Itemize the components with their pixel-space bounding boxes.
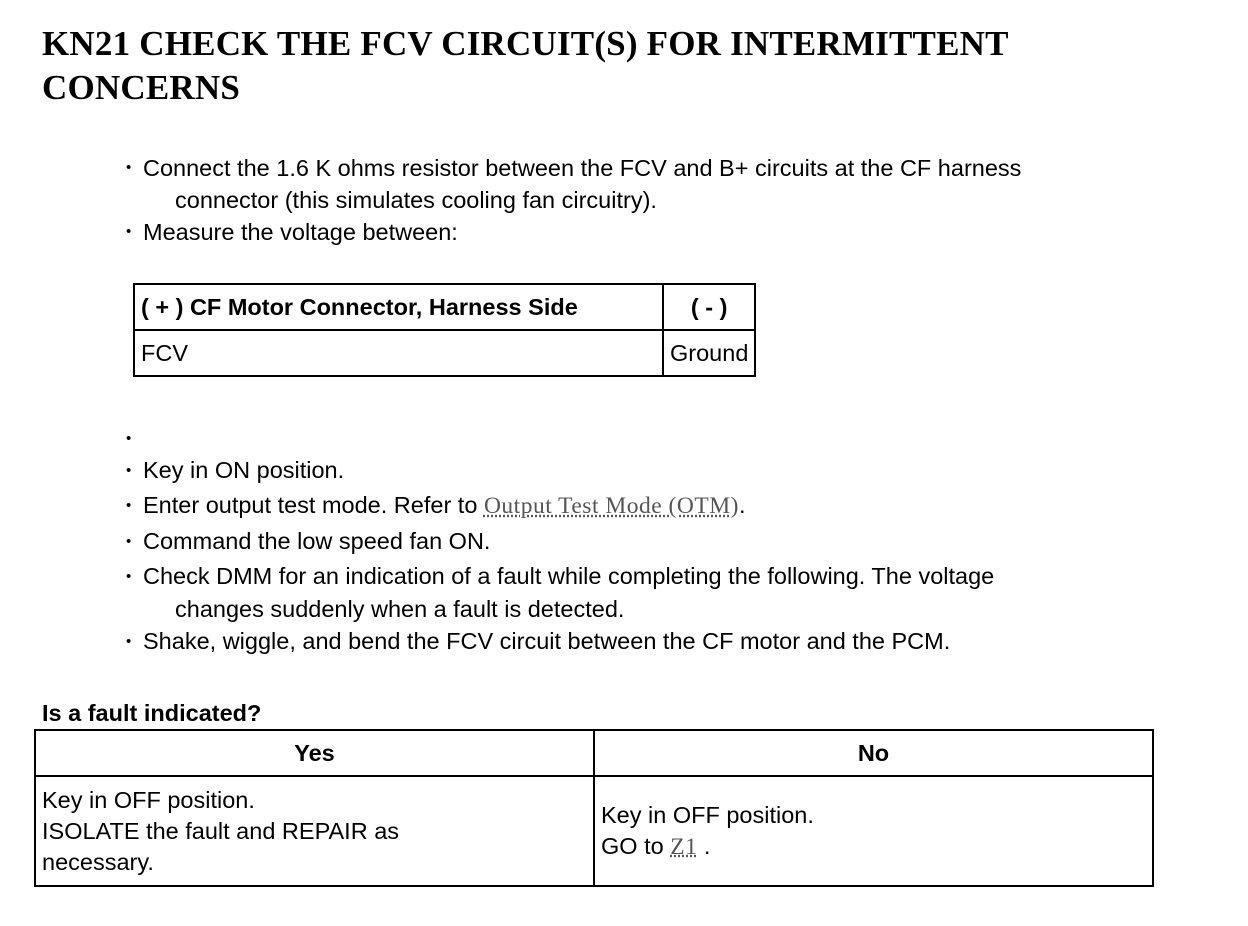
step-text-continued: connector (this simulates cooling fan circuitry). [175,187,657,213]
column-header-no: No [594,730,1153,776]
bullet-icon: • [126,430,132,447]
step-text-continued: changes suddenly when a fault is detected. [175,596,625,622]
table-header-row [35,730,1153,776]
column-header-negative: ( - ) [663,284,755,330]
column-header-positive: ( + ) CF Motor Connector, Harness Side [134,284,663,330]
question-heading: Is a fault indicated? [42,700,262,726]
table-row [35,776,1153,886]
list-item [124,152,1204,216]
yes-action-line: Key in OFF position. [42,786,255,813]
column-header-yes: Yes [35,730,594,776]
yes-action-line: ISOLATE the fault and REPAIR as [42,817,400,844]
step-text: Command the low speed fan ON. [143,528,491,554]
list-item [124,453,1204,488]
bullet-icon: • [126,223,132,240]
otm-link[interactable]: Output Test Mode (OTM) [483,493,739,519]
bullet-icon: • [126,159,132,176]
step-text: Connect the 1.6 K ohms resistor between the FCV and B+ circuits at the CF harness [143,155,1022,181]
measurement-table [133,283,756,377]
z1-link[interactable]: Z1 [670,833,698,860]
table-cell: FCV [134,330,663,376]
step-list-setup [124,152,1204,248]
list-item [124,524,1204,559]
bullet-icon: • [126,462,132,479]
list-item [124,421,1204,453]
result-table [34,729,1154,887]
table-row [134,330,755,376]
page-title: KN21 CHECK THE FCV CIRCUIT(S) FOR INTERMITTENT CONCERNS [42,24,1009,107]
step-text: Check DMM for an indication of a fault while completing the following. The voltage [143,563,995,589]
list-item [124,624,1204,659]
no-action-line: GO to [601,832,671,859]
list-item [124,216,1204,248]
bullet-icon: • [126,497,132,514]
no-action-cell [594,776,1153,886]
list-item [124,559,1204,624]
table-cell: Ground [663,330,755,376]
no-action-line: Key in OFF position. [601,801,814,828]
step-text: Shake, wiggle, and bend the FCV circuit between the CF motor and the PCM. [143,628,951,654]
list-item [124,488,1204,524]
step-list-test [124,421,1204,659]
bullet-icon: • [126,633,132,650]
yes-action-line: necessary. [42,848,154,875]
no-action-suffix: . [697,832,711,859]
bullet-icon: • [126,533,132,550]
step-text: Measure the voltage between: [143,219,458,245]
bullet-icon: • [126,568,132,585]
step-text-suffix: . [738,492,746,518]
yes-action-cell [35,776,594,886]
step-text: Key in ON position. [143,457,345,483]
step-text: Enter output test mode. Refer to [143,492,484,518]
table-header-row [134,284,755,330]
